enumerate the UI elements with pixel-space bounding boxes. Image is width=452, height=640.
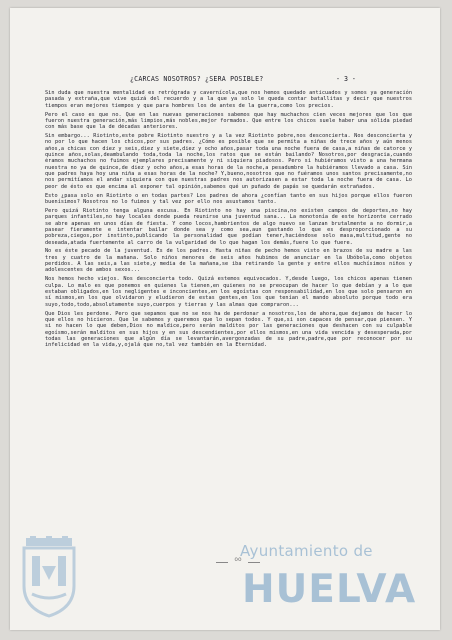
document-page bbox=[10, 8, 440, 630]
paragraph: Sin duda que nuestra mentalidad es retrógrada y cavernícola,que nos hemos quedado anticuados y somos ya generación pasada y extraña,que vive quizá del recuerdo y a la que ya solo le queda contar batallitas y decir que nuestros tiempos eran mejores tiempos y que para hombres los de antes de la guerra,como los precios. bbox=[45, 90, 412, 109]
paragraph: Sin embargo... Riotinto,este pobre Riotinto nuestro y a la vez Riotinto pobre,nos desconcierta. Nos desconcierta y no por lo que hacen los chicos,por sus padres. ¿Cómo es posible que se permita a niñas de trece años y aún menos años,a chicas con diez y seis,diez y siete,diez y ocho años,pasar toda una noche fuera de casa,a niñas de catorce y quince años,solas,deambulando toda,toda la noche,los ratos que se están bailando? Nosotros,por desgracia,cuando éramos muchachos no fuimos ejemplares precisamente y ni siquiera piadosos. Pero si hubiéramos visto a una hermana nuestra no ya de quince,de diez y ocho años,a esas horas de la noche,a pesadumbre la hubiéramos llevado a casa. Sin que padres haya hoy una niña a esas horas de la noche? Y,bueno,nosotros que no fuéramos unos santos precisamente,no nos permitíamos el andar siquiera con que nuestras padres nos autorizasen a estar toda la noche fuera de casa. Lo peor de ésto es que encima al exponer tal opinión,sabemos qué un puñado de papás se quedarán extrañados. bbox=[45, 133, 412, 190]
end-mark: oo bbox=[216, 556, 260, 570]
paragraph: No es éste pecado de la juventud. Es de los padres. Hasta niñas de pecho hemos visto en brazos de su madre a las tres y cuatro de la mañana. Solo niños menores de seis años hubimos de anunciar en la Ubóbola,como objetos perdidos. A las seis,a las siete,y media de la mañana,se iba retirando la gente y entre ellos muchísimos niños y adolescentes de ambos sexos... bbox=[45, 248, 412, 274]
paragraph: Nos hemos hecho viejos. Nos desconcierta todo. Quizá estemos equivocados. Y,desde luego, los chicos apenas tienen culpa. Lo malo es que ponemos en quienes la tienen,en quienes no se preocupan de hacer lo que debían y a lo que estaban obligados,en los negligentes e inconcientes,en los egoístas con responsabilidad,en los que solo pensaron en sí mismos,en los que olvidaron y eludieron de estas gentes,en los que tenían el mando absoluto porque todo era suyo,todo,todo,absolutamente suyo,cuerpos y tierras y las almas que compraron... bbox=[45, 276, 412, 308]
coat-of-arms-watermark-icon bbox=[18, 536, 80, 618]
paragraph: Esto ¿pasa solo en Riotinto o en todas partes? Los padres de ahora ¿confían tanto en sus hijos porque ellos fueron buenísimos? Nosotros no lo fuimos y tal vez por ello nos asustamos tanto. bbox=[45, 192, 412, 205]
watermark-caption: Ayuntamiento de bbox=[240, 542, 373, 560]
paragraph: Que Dios les perdone. Pero que sepamos que no se nos ha de perdonar a nosotros,los de ahora,que dejamos de hacer lo que ellos no hicieron. Que le sabemos y queremos que lo sepan todos. Y que,si son capaces de pensar,que piensen. Y si no hacen lo que deben,Dios no maldice,pero serán malditos por las generaciones que deshacen con su culpable egoísmo,serán malditos en sus hijos y en sus descendientes,por ellos mismos,en una vida vencida y desesperada,por todas las generaciones que algún día se levantarán,avergonzadas de su padre,padre,que por reconocer por su infelicidad en la vida,y,ojalá que no,tal vez también en la Eternidad. bbox=[45, 310, 412, 349]
document-body bbox=[45, 90, 412, 351]
page-number: - 3 - bbox=[336, 75, 356, 83]
watermark-title: HUELVA bbox=[242, 567, 417, 612]
paragraph: Pero quizá Riotinto tenga alguna excusa. En Riotinto no hay una piscina,no existen campos de deportes,no hay parques infantiles,no hay locales donde pueda reunirse una juventud sana... La monotonía de este horizonte cerrado se abre apenas en unos días de fiesta. Y como locos,hambrientos de algo nuevo se lanzan brutalmente a no dormir,a pasear fieramente e intentar bailar donde sea y como sea,aun gastando lo que es desproporcionado a su pobreza,ciegos,por instinto,publicando la personalidad que podían tener,haciéndose solo masa,multitud,gente no deseada,atada fuertemente al carro de la vulgaridad de lo que hagan los demás,fuere lo que fuere. bbox=[45, 207, 412, 246]
paragraph: Pero el caso es que no. Que en las nuevas generaciones sabemos que hay muchachos cien veces mejores que los que fueron nuestra generación,más limpios,más nobles,mejor formados. Que entre los chicos suele haber una sólida piedad con más base que la de décadas anteriores. bbox=[45, 111, 412, 131]
page-header bbox=[10, 74, 440, 84]
document-title: ¿CARCAS NOSOTROS? ¿SERA POSIBLE? bbox=[130, 75, 264, 83]
